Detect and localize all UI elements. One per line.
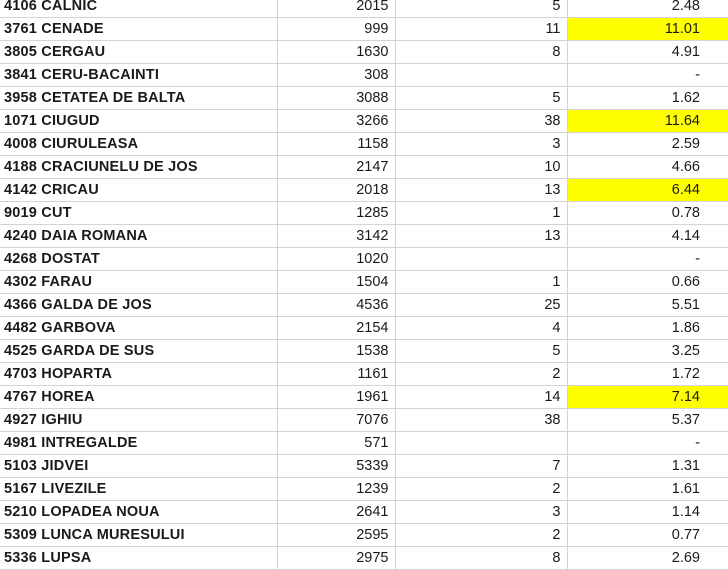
table-row [0,64,728,87]
locality-name-cell[interactable]: 5336 LUPSA [0,547,277,570]
cases-cell[interactable]: 2 [395,478,567,501]
cases-cell[interactable]: 7 [395,455,567,478]
locality-name-cell[interactable]: 4240 DAIA ROMANA [0,225,277,248]
table-row [0,156,728,179]
population-cell[interactable]: 999 [277,18,395,41]
rate-cell[interactable]: 7.14 [567,386,728,409]
table-row [0,110,728,133]
table-row [0,87,728,110]
population-cell[interactable]: 571 [277,432,395,455]
table-row [0,0,728,18]
cases-cell[interactable]: 25 [395,294,567,317]
cases-cell[interactable]: 10 [395,156,567,179]
population-cell[interactable]: 2015 [277,0,395,18]
population-cell[interactable]: 3142 [277,225,395,248]
table-row [0,409,728,432]
locality-name-cell[interactable]: 4142 CRICAU [0,179,277,202]
table-row [0,317,728,340]
locality-name-cell[interactable]: 5210 LOPADEA NOUA [0,501,277,524]
cases-cell[interactable]: 14 [395,386,567,409]
population-cell[interactable]: 2595 [277,524,395,547]
population-cell[interactable]: 1630 [277,41,395,64]
rate-cell[interactable]: 5.37 [567,409,728,432]
population-cell[interactable]: 7076 [277,409,395,432]
locality-name-cell[interactable]: 4008 CIURULEASA [0,133,277,156]
cases-cell[interactable]: 8 [395,41,567,64]
table-row [0,478,728,501]
cases-cell[interactable] [395,248,567,271]
locality-name-cell[interactable]: 3958 CETATEA DE BALTA [0,87,277,110]
cases-cell[interactable]: 5 [395,0,567,18]
locality-name-cell[interactable]: 4106 CALNIC [0,0,277,18]
cases-cell[interactable]: 3 [395,501,567,524]
rate-cell[interactable]: 1.31 [567,455,728,478]
table-row [0,271,728,294]
locality-name-cell[interactable]: 4927 IGHIU [0,409,277,432]
population-cell[interactable]: 2018 [277,179,395,202]
cases-cell[interactable]: 1 [395,202,567,225]
cases-cell[interactable]: 13 [395,225,567,248]
table-row [0,340,728,363]
table-row [0,248,728,271]
population-cell[interactable]: 3266 [277,110,395,133]
cases-cell[interactable]: 38 [395,409,567,432]
rate-cell[interactable]: 0.77 [567,524,728,547]
rate-cell[interactable]: - [567,64,728,87]
population-cell[interactable]: 308 [277,64,395,87]
rate-cell[interactable]: 3.25 [567,340,728,363]
locality-name-cell[interactable]: 9019 CUT [0,202,277,225]
population-cell[interactable]: 2154 [277,317,395,340]
cases-cell[interactable] [395,64,567,87]
rate-cell[interactable]: 1.62 [567,87,728,110]
population-cell[interactable]: 2147 [277,156,395,179]
rate-cell[interactable]: 0.66 [567,271,728,294]
locality-name-cell[interactable]: 4525 GARDA DE SUS [0,340,277,363]
rate-cell[interactable]: 1.61 [567,478,728,501]
locality-name-cell[interactable]: 3841 CERU-BACAINTI [0,64,277,87]
population-cell[interactable]: 1538 [277,340,395,363]
population-cell[interactable]: 4536 [277,294,395,317]
locality-name-cell[interactable]: 4188 CRACIUNELU DE JOS [0,156,277,179]
cases-cell[interactable]: 13 [395,179,567,202]
cases-cell[interactable]: 8 [395,547,567,570]
locality-name-cell[interactable]: 3761 CENADE [0,18,277,41]
locality-name-cell[interactable]: 1071 CIUGUD [0,110,277,133]
rate-cell[interactable]: 11.01 [567,18,728,41]
cases-cell[interactable]: 1 [395,271,567,294]
table-row [0,225,728,248]
population-cell[interactable]: 3088 [277,87,395,110]
locality-name-cell[interactable]: 3805 CERGAU [0,41,277,64]
rate-cell[interactable]: 5.51 [567,294,728,317]
rate-cell[interactable]: 4.66 [567,156,728,179]
table-row [0,363,728,386]
rate-cell[interactable]: 4.14 [567,225,728,248]
rate-cell[interactable]: 1.14 [567,501,728,524]
cases-cell[interactable] [395,432,567,455]
cases-cell[interactable]: 2 [395,524,567,547]
locality-name-cell[interactable]: 4482 GARBOVA [0,317,277,340]
table-row [0,202,728,225]
rate-cell[interactable]: 6.44 [567,179,728,202]
cases-cell[interactable]: 4 [395,317,567,340]
table-row [0,18,728,41]
table-row [0,455,728,478]
locality-name-cell[interactable]: 4268 DOSTAT [0,248,277,271]
rate-cell[interactable]: 1.72 [567,363,728,386]
table-row [0,133,728,156]
population-cell[interactable]: 1961 [277,386,395,409]
locality-name-cell[interactable]: 5167 LIVEZILE [0,478,277,501]
locality-name-cell[interactable]: 4767 HOREA [0,386,277,409]
table-row [0,386,728,409]
table-row [0,432,728,455]
population-cell[interactable]: 1158 [277,133,395,156]
population-cell[interactable]: 1161 [277,363,395,386]
table-row [0,41,728,64]
table-row [0,524,728,547]
rate-cell[interactable]: 2.69 [567,547,728,570]
locality-name-cell[interactable]: 5309 LUNCA MURESULUI [0,524,277,547]
rate-cell[interactable]: 11.64 [567,110,728,133]
cases-cell[interactable]: 5 [395,340,567,363]
table-row [0,294,728,317]
rate-cell[interactable]: 4.91 [567,41,728,64]
table-row [0,547,728,570]
cases-cell[interactable]: 2 [395,363,567,386]
population-cell[interactable]: 1239 [277,478,395,501]
population-cell[interactable]: 2975 [277,547,395,570]
locality-name-cell[interactable]: 4703 HOPARTA [0,363,277,386]
locality-name-cell[interactable]: 5103 JIDVEI [0,455,277,478]
population-cell[interactable]: 1504 [277,271,395,294]
population-cell[interactable]: 5339 [277,455,395,478]
rate-cell[interactable]: 1.86 [567,317,728,340]
rate-cell[interactable]: 2.48 [567,0,728,18]
cases-cell[interactable]: 38 [395,110,567,133]
table-row [0,179,728,202]
population-cell[interactable]: 1285 [277,202,395,225]
population-cell[interactable]: 1020 [277,248,395,271]
locality-name-cell[interactable]: 4366 GALDA DE JOS [0,294,277,317]
locality-name-cell[interactable]: 4302 FARAU [0,271,277,294]
rate-cell[interactable]: - [567,432,728,455]
cases-cell[interactable]: 3 [395,133,567,156]
table-row [0,501,728,524]
rate-cell[interactable]: 2.59 [567,133,728,156]
rate-cell[interactable]: - [567,248,728,271]
cases-cell[interactable]: 5 [395,87,567,110]
cases-cell[interactable]: 11 [395,18,567,41]
rate-cell[interactable]: 0.78 [567,202,728,225]
population-cell[interactable]: 2641 [277,501,395,524]
locality-name-cell[interactable]: 4981 INTREGALDE [0,432,277,455]
